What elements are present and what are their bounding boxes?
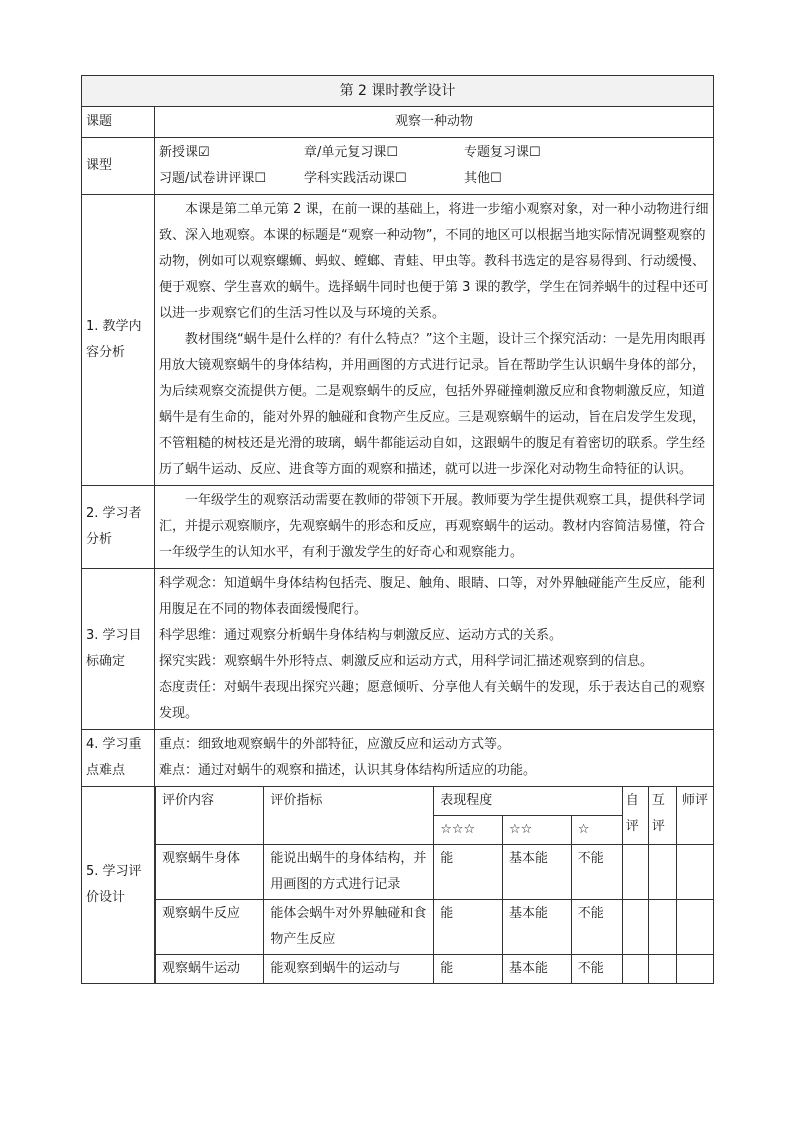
topic-value: 观察一种动物	[155, 107, 714, 138]
lesson-type-option[interactable]: 章/单元复习课☐	[304, 145, 399, 160]
eval-content: 观察蜗牛运动	[156, 955, 264, 984]
objective-item: 科学思维：通过观察分析蜗牛身体结构与刺激反应、运动方式的关系。	[159, 628, 563, 643]
eval-level-1: 能	[434, 955, 503, 984]
eval-peer-cell[interactable]	[648, 900, 676, 955]
eval-level-2: 基本能	[502, 955, 571, 984]
eval-header-peer: 互评	[648, 787, 676, 845]
eval-level-1: 能	[434, 845, 503, 900]
eval-header-teacher: 师评	[676, 787, 713, 845]
eval-level-1: 能	[434, 900, 503, 955]
topic-row	[82, 107, 714, 138]
eval-indicator: 能观察到蜗牛的运动与	[264, 955, 434, 984]
evaluation-row	[82, 787, 714, 984]
learner-analysis-body	[155, 486, 714, 569]
content-analysis-paragraph: 教材围绕“蜗牛是什么样的？有什么特点？”这个主题，设计三个探究活动：一是先用肉眼再用放大镜观察蜗牛的身体结构，并用画图的方式进行记录。旨在帮助学生认识蜗牛身体的部分，为后续观察交流提供方便。二是观察蜗牛的反应，包括外界碰撞刺激反应和食物刺激反应，知道蜗牛是有生命的，能对外界的触碰和食物产生反应。三是观察蜗牛的运动，旨在启发学生发现，不管粗糙的树枝还是光滑的玻璃，蜗牛都能运动自如，这跟蜗牛的腹足有着密切的联系。学生经历了蜗牛运动、反应、进食等方面的观察和描述，就可以进一步深化对动物生命特征的认识。	[159, 332, 706, 477]
evaluation-data-row	[156, 845, 714, 900]
eval-header-indicator: 评价指标	[264, 787, 434, 845]
key-point-item: 难点：通过对蜗牛的观察和描述，认识其身体结构所适应的功能。	[159, 763, 537, 778]
lesson-type-option[interactable]: 专题复习课☐	[464, 145, 541, 160]
eval-header-self: 自评	[622, 787, 648, 845]
eval-self-cell[interactable]	[622, 900, 648, 955]
lesson-type-option[interactable]: 习题/试卷讲评课☐	[159, 171, 267, 186]
lesson-type-row	[82, 138, 714, 195]
eval-self-cell[interactable]	[622, 955, 648, 984]
evaluation-body	[155, 787, 714, 984]
eval-level-2: 基本能	[502, 845, 571, 900]
evaluation-table	[155, 787, 713, 983]
content-analysis-label: 1. 教学内容分析	[82, 195, 155, 486]
eval-header-content: 评价内容	[156, 787, 264, 845]
key-points-row	[82, 730, 714, 787]
eval-indicator: 能说出蜗牛的身体结构，并用画图的方式进行记录	[264, 845, 434, 900]
lesson-type-label: 课型	[82, 138, 155, 195]
evaluation-data-row	[156, 900, 714, 955]
eval-level-three-stars: ☆☆☆	[434, 816, 503, 845]
eval-level-3: 不能	[571, 955, 622, 984]
topic-label: 课题	[82, 107, 155, 138]
evaluation-header-row	[156, 787, 714, 816]
eval-teacher-cell[interactable]	[676, 955, 713, 984]
objective-item: 态度责任：对蜗牛表现出探究兴趣；愿意倾听、分享他人有关蜗牛的发现，乐于表达自己的观察发现。	[159, 680, 706, 721]
content-analysis-body	[155, 195, 714, 486]
eval-level-two-stars: ☆☆	[502, 816, 571, 845]
lesson-plan-document	[81, 75, 713, 984]
objectives-label: 3. 学习目标确定	[82, 569, 155, 730]
eval-level-3: 不能	[571, 845, 622, 900]
objective-item: 科学观念：知道蜗牛身体结构包括壳、腹足、触角、眼睛、口等，对外界触碰能产生反应，能利用腹足在不同的物体表面缓慢爬行。	[159, 576, 706, 617]
eval-level-one-star: ☆	[571, 816, 622, 845]
eval-self-cell[interactable]	[622, 845, 648, 900]
evaluation-data-row	[156, 955, 714, 984]
eval-header-performance: 表现程度	[434, 787, 623, 816]
lesson-type-option[interactable]: 新授课☑	[159, 145, 210, 160]
eval-peer-cell[interactable]	[648, 845, 676, 900]
key-points-label: 4. 学习重点难点	[82, 730, 155, 787]
content-analysis-row	[82, 195, 714, 486]
eval-content: 观察蜗牛反应	[156, 900, 264, 955]
eval-level-2: 基本能	[502, 900, 571, 955]
learner-analysis-text: 一年级学生的观察活动需要在教师的带领下开展。教师要为学生提供观察工具，提供科学词汇，并提示观察顺序，先观察蜗牛的形态和反应，再观察蜗牛的运动。教材内容简洁易懂，符合一年级学生的认知水平，有利于激发学生的好奇心和观察能力。	[159, 493, 706, 560]
eval-level-3: 不能	[571, 900, 622, 955]
eval-content: 观察蜗牛身体	[156, 845, 264, 900]
content-analysis-paragraph: 本课是第二单元第 2 课，在前一课的基础上，将进一步缩小观察对象，对一种小动物进行细致、深入地观察。本课的标题是“观察一种动物”，不同的地区可以根据当地实际情况调整观察的动物，例如可以观察螺蛳、蚂蚁、螳螂、青蛙、甲虫等。教科书选定的是容易得到、行动缓慢、便于观察、学生喜欢的蜗牛。选择蜗牛同时也便于第 3 课的教学，学生在饲养蜗牛的过程中还可以进一步观察它们的生活习性以及与环境的关系。	[159, 202, 709, 321]
learner-analysis-row	[82, 486, 714, 569]
lesson-type-options	[155, 138, 714, 195]
objective-item: 探究实践：观察蜗牛外形特点、刺激反应和运动方式，用科学词汇描述观察到的信息。	[159, 654, 654, 669]
document-title: 第 2 课时教学设计	[82, 76, 714, 107]
learner-analysis-label: 2. 学习者分析	[82, 486, 155, 569]
key-point-item: 重点：细致地观察蜗牛的外部特征，应激反应和运动方式等。	[159, 737, 511, 752]
eval-teacher-cell[interactable]	[676, 900, 713, 955]
eval-teacher-cell[interactable]	[676, 845, 713, 900]
lesson-type-option[interactable]: 其他☐	[464, 171, 502, 186]
title-row	[82, 76, 714, 107]
lesson-plan-table	[81, 75, 714, 984]
lesson-type-option[interactable]: 学科实践活动课☐	[304, 171, 407, 186]
objectives-body	[155, 569, 714, 730]
eval-indicator: 能体会蜗牛对外界触碰和食物产生反应	[264, 900, 434, 955]
eval-peer-cell[interactable]	[648, 955, 676, 984]
key-points-body	[155, 730, 714, 787]
evaluation-label: 5. 学习评价设计	[82, 787, 155, 984]
objectives-row	[82, 569, 714, 730]
